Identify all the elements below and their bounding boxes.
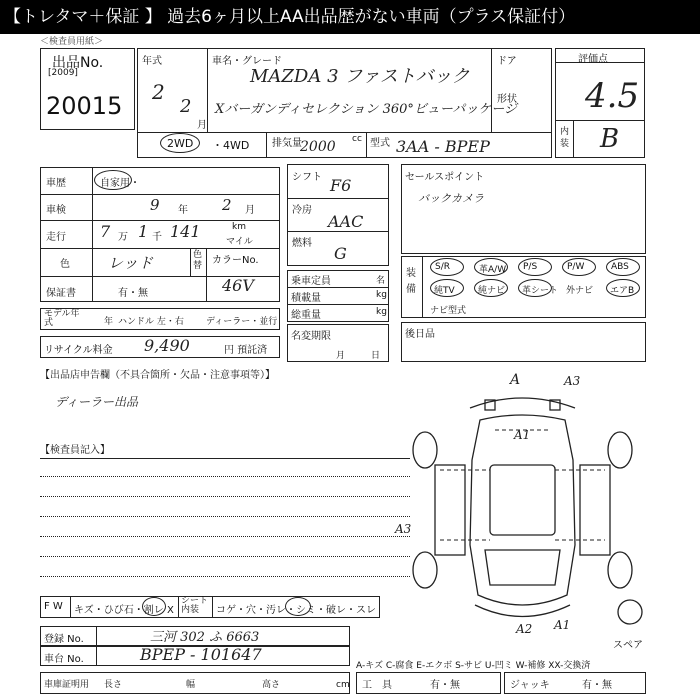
lot-stamp: [2009] (48, 68, 78, 78)
mileage-sen: 1 (138, 222, 149, 241)
fuel-label: 燃料 (292, 238, 312, 249)
inspector-label: 【検査員記入】 (40, 445, 110, 456)
header-title: 【トレタマ＋保証 】 過去6ヶ月以上AA出品歴がない車両（プラス保証付） (0, 0, 700, 34)
interior-value: B (600, 124, 620, 154)
seat-label: シート内装 (181, 596, 209, 615)
displacement-label: 排気量 (272, 138, 302, 149)
warranty-value: 有・無 (118, 288, 148, 299)
legend: A-キズ C-腐食 E-エクボ S-サビ U-凹ミ W-補修 XX-交換済 (356, 661, 591, 671)
month-unit: 月 (197, 120, 207, 131)
declare-label: 【出品店申告欄（不具合箇所・欠品・注意事項等）】 (40, 370, 275, 381)
year-label: 年式 (142, 56, 162, 67)
equipment-option: P/W (567, 262, 585, 272)
mark-front-a2: A2 (516, 622, 533, 636)
namechange-unit: 月日 (336, 351, 407, 361)
tools-label: 工 具 (362, 680, 392, 691)
aircon-label: 冷房 (292, 205, 312, 216)
equipment-option: 純TV (434, 286, 455, 296)
model-year-label: モデル年式 (44, 309, 80, 328)
equipment-option: P/S (523, 262, 538, 272)
color-label: 色 (60, 259, 70, 270)
mileage-sen-unit: 千 (152, 232, 162, 243)
equipment-option: ABS (611, 262, 629, 272)
mileage-label: 走行 (46, 232, 66, 243)
shaken-year-unit: 年 (178, 205, 188, 216)
fw-items: キズ・ひび石・割レ X (74, 605, 174, 616)
cert-width: 幅 (186, 680, 196, 690)
drive-2wd: 2WD (167, 137, 194, 150)
reg-value: 三河 302 ふ 6663 (150, 630, 260, 645)
equipment-option: 革シート (522, 286, 559, 296)
equipment-option: 革A/W (479, 265, 507, 275)
mark-front-a1: A1 (554, 618, 571, 632)
equipment-option: 外ナビ (566, 286, 594, 296)
cert-unit: cm (336, 680, 350, 690)
shaken-year: 9 (150, 196, 160, 214)
equipment-option: S/R (435, 262, 450, 272)
chassis-value: BPEP - 101647 (140, 645, 262, 664)
chassis-label: 車台 No. (44, 654, 84, 665)
recycle-label: リサイクル料金 (44, 345, 113, 356)
lot-label: 出品No. (52, 55, 104, 71)
model-grade: Xバーガンディセレクション 360°ビューパッケージ (215, 102, 517, 117)
mark-roof-a1: A1 (514, 428, 531, 442)
sales-value: バックカメラ (418, 192, 484, 205)
shaken-month-unit: 月 (245, 205, 255, 216)
dealer-label: ディーラー・並行 (206, 317, 278, 327)
warranty-label: 保証書 (46, 288, 76, 299)
recycle-value: 9,490 (144, 336, 190, 355)
shift-label: シフト (292, 172, 322, 183)
history-label: 車歴 (46, 178, 66, 189)
cert-height: 高さ (262, 680, 281, 690)
door-label: ドア (497, 56, 517, 67)
capacity-label: 乗車定員 (291, 276, 331, 287)
score-label: 評価点 (578, 54, 608, 65)
lot-number: 20015 (46, 92, 123, 120)
displacement-unit: cc (352, 134, 362, 144)
month-value: 2 (180, 96, 192, 117)
mileage-rest: 141 (170, 222, 201, 241)
equipment-option: 純ナビ (478, 286, 506, 296)
recycle-unit: 円 預託済 (224, 345, 268, 356)
shaken-month: 2 (222, 196, 232, 214)
interior-label: 内装 (560, 127, 570, 149)
type-value: 3AA - BPEP (396, 137, 490, 156)
aircon-value: AAC (328, 212, 364, 231)
mileage-mile: マイル (226, 237, 253, 247)
color-code-label: カラーNo. (212, 255, 259, 266)
mark-rear-a3: A3 (564, 374, 581, 388)
year-value: 2 (152, 80, 165, 104)
declare-value: ディーラー出品 (55, 395, 139, 409)
displacement-value: 2000 (300, 139, 336, 155)
jack-value: 有・無 (582, 680, 612, 691)
score-value: 4.5 (585, 76, 640, 116)
color-code-value: 46V (222, 276, 254, 295)
shaken-label: 車検 (46, 205, 66, 216)
weight-unit: kg (376, 307, 387, 317)
later-box (401, 322, 646, 362)
shift-value: F6 (330, 176, 352, 195)
top-note: ＜検査員用紙＞ (40, 37, 104, 47)
car-diagram (395, 370, 650, 640)
history-value: 自家用・ (100, 178, 140, 189)
sales-label: セールスポイント (405, 172, 485, 183)
model-name: MAZDA 3 ファストバック (250, 66, 470, 87)
navi-type-label: ナビ型式 (430, 306, 467, 316)
equipment-option: エアB (610, 286, 635, 296)
mileage-man: 7 (100, 222, 111, 241)
load-unit: kg (376, 290, 387, 300)
shape-label: 形状 (497, 94, 517, 105)
tools-value: 有・無 (430, 680, 460, 691)
jack-label: ジャッキ (510, 680, 550, 691)
fw-label: F W (44, 601, 63, 612)
color-value: レッド (108, 254, 153, 272)
capacity-unit: 名 (376, 276, 386, 286)
cert-length: 長さ (104, 680, 123, 690)
seat-circle (285, 597, 311, 616)
equipment-label: 装備 (406, 268, 416, 295)
handle-label: ハンドル 左・右 (118, 317, 184, 327)
model-label: 車名・グレード (212, 56, 282, 67)
fuel-value: G (334, 244, 347, 263)
mileage-man-unit: 万 (118, 232, 128, 243)
cert-label: 車庫証明用 (44, 680, 90, 690)
type-label: 型式 (370, 138, 390, 149)
mileage-km: km (232, 222, 246, 232)
mark-side-a3: A3 (395, 522, 412, 536)
spare-label: スペア (613, 640, 643, 651)
reg-label: 登録 No. (44, 634, 84, 645)
mark-rear-a: A (510, 372, 521, 388)
weight-label: 総重量 (291, 310, 321, 321)
drive-4wd: ・4WD (212, 139, 250, 152)
later-label: 後日品 (405, 329, 435, 340)
namechange-label: 名変期限 (291, 331, 331, 342)
seat-items: コゲ・穴・汚レ・シミ・破レ・スレ (216, 605, 376, 616)
model-year-unit: 年 (104, 317, 114, 327)
fw-circle (142, 597, 166, 616)
load-label: 積載量 (291, 293, 321, 304)
color-change-label: 色替 (193, 250, 203, 271)
